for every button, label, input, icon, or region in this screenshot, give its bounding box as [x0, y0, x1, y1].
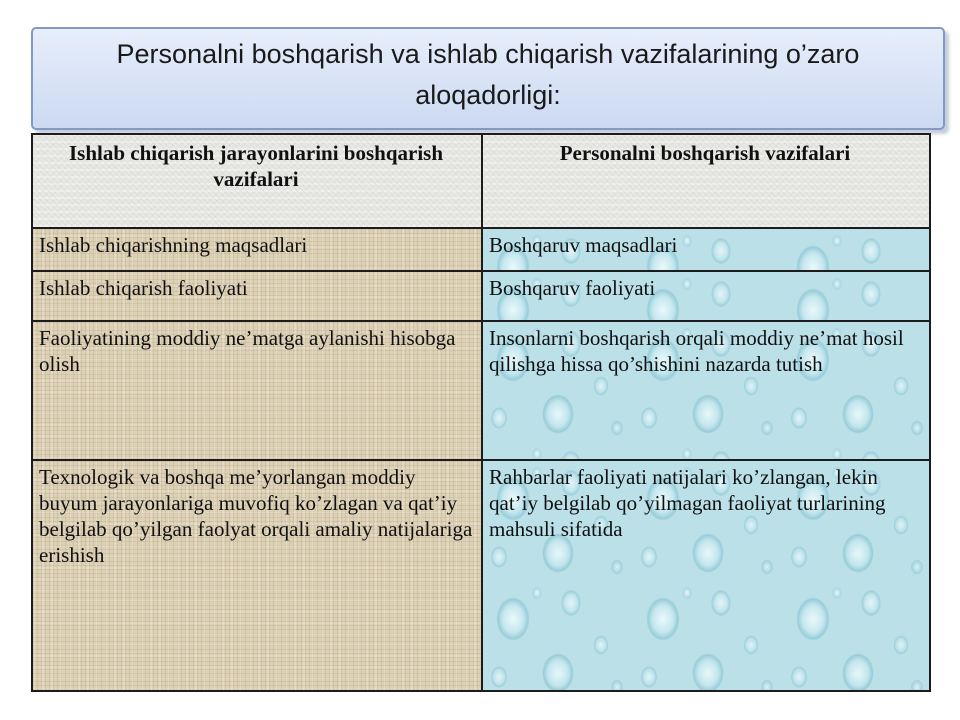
table-cell-row2-production: Ishlab chiqarish faoliyati — [33, 270, 481, 320]
table-cell-row4-production: Texnologik va boshqa me’yorlangan moddiy buyum jarayonlariga muvofiq ko’zlagan va qat’iy belgilab qo’yilgan faolyat orqali amaliy natijalariga erishish — [33, 459, 481, 690]
table-cell-row1-production: Ishlab chiqarishning maqsadlari — [33, 227, 481, 270]
slide-title-banner — [31, 27, 945, 130]
table-cell-row4-personnel: Rahbarlar faoliyati natijalari ko’zlangan, lekin qat’iy belgilab qo’yilmagan faoliyat turlarining mahsuli sifatida — [481, 459, 929, 690]
table-cell-row2-personnel: Boshqaruv faoliyati — [481, 270, 929, 320]
comparison-table — [31, 133, 931, 692]
table-cell-row1-personnel: Boshqaruv maqsadlari — [481, 227, 929, 270]
slide-title: Personalni boshqarish va ishlab chiqarish vazifalarining o’zaro aloqadorligi: — [116, 39, 860, 110]
table-header-personnel-tasks: Personalni boshqarish vazifalari — [481, 135, 929, 227]
table-cell-row3-production: Faoliyatining moddiy ne’matga aylanishi hisobga olish — [33, 320, 481, 459]
table-header-production-tasks: Ishlab chiqarish jarayonlarini boshqarish vazifalari — [33, 135, 481, 227]
table-cell-row3-personnel: Insonlarni boshqarish orqali moddiy ne’mat hosil qilishga hissa qo’shishini nazarda tutish — [481, 320, 929, 459]
